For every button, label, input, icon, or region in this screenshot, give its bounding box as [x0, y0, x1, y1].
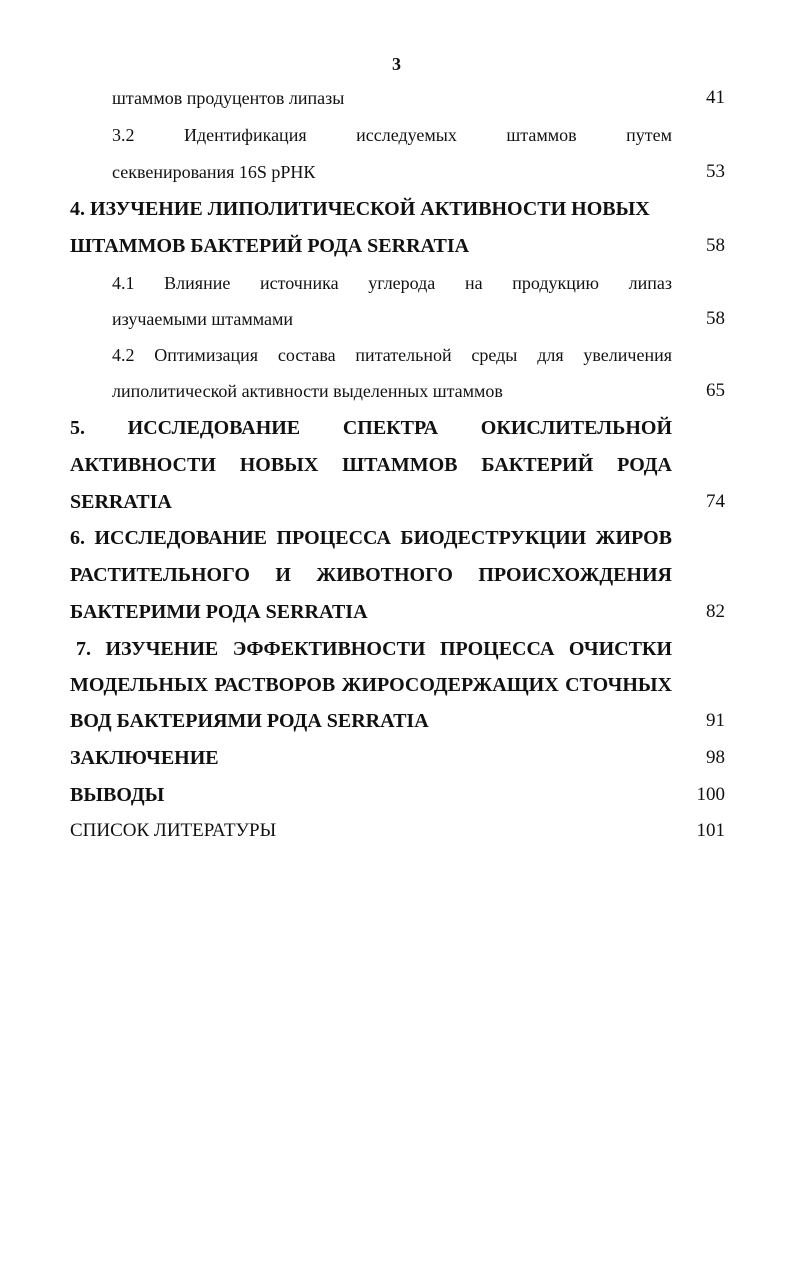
- toc-entry-4-2-line2: липолитической активности выделенных штаммов: [112, 381, 503, 401]
- toc-entry-findings: ВЫВОДЫ: [70, 784, 165, 806]
- toc-page-findings: 100: [696, 784, 725, 805]
- toc-entry-5-line1: 5. ИССЛЕДОВАНИЕ СПЕКТРА ОКИСЛИТЕЛЬНОЙ: [70, 417, 672, 439]
- toc-entry-7-line3: ВОД БАКТЕРИЯМИ РОДА SERRATIA: [70, 710, 429, 732]
- toc-entry-3-2-line2: секвенирования 16S рРНК: [112, 162, 316, 182]
- page-number: 3: [392, 54, 401, 74]
- toc-entry-3-2-line1: 3.2 Идентификация исследуемых штаммов путем: [112, 125, 672, 145]
- toc-page-6: 82: [706, 601, 725, 622]
- toc-page-5: 74: [706, 491, 725, 512]
- toc-entry-4-1-line1: 4.1 Влияние источника углерода на продукцию липаз: [112, 273, 672, 293]
- toc-page-references: 101: [696, 820, 725, 841]
- toc-entry-6-line2: РАСТИТЕЛЬНОГО И ЖИВОТНОГО ПРОИСХОЖДЕНИЯ: [70, 564, 672, 586]
- toc-page-conclusion: 98: [706, 747, 725, 768]
- toc-entry-5-line2: АКТИВНОСТИ НОВЫХ ШТАММОВ БАКТЕРИЙ РОДА: [70, 454, 672, 476]
- toc-entry-4-2-line1: 4.2 Оптимизация состава питательной среды для увеличения: [112, 345, 672, 365]
- toc-entry-references: СПИСОК ЛИТЕРАТУРЫ: [70, 820, 277, 841]
- toc-entry-7-line2: МОДЕЛЬНЫХ РАСТВОРОВ ЖИРОСОДЕРЖАЩИХ СТОЧНЫХ: [70, 674, 672, 696]
- toc-entry-6-line1: 6. ИССЛЕДОВАНИЕ ПРОЦЕССА БИОДЕСТРУКЦИИ ЖИРОВ: [70, 527, 672, 549]
- toc-entry-4-line2: ШТАММОВ БАКТЕРИЙ РОДА SERRATIA: [70, 235, 470, 257]
- toc-entry-3-1-line: штаммов продуцентов липазы: [112, 88, 345, 108]
- toc-entry-4-1-line2: изучаемыми штаммами: [112, 309, 294, 329]
- toc-page-3-1: 41: [706, 87, 725, 108]
- toc-page-4-2: 65: [706, 380, 725, 401]
- toc-page-4: 58: [706, 235, 725, 256]
- toc-entry-6-line3: БАКТЕРИМИ РОДА SERRATIA: [70, 601, 368, 623]
- toc-entry-conclusion: ЗАКЛЮЧЕНИЕ: [70, 747, 219, 769]
- toc-entry-5-line3: SERRATIA: [70, 491, 172, 513]
- toc-page-7: 91: [706, 710, 725, 731]
- toc-entry-7-line1: 7. ИЗУЧЕНИЕ ЭФФЕКТИВНОСТИ ПРОЦЕССА ОЧИСТКИ: [76, 638, 672, 660]
- toc-entry-4-line1: 4. ИЗУЧЕНИЕ ЛИПОЛИТИЧЕСКОЙ АКТИВНОСТИ НОВЫХ: [70, 198, 650, 220]
- toc-page-3-2: 53: [706, 161, 725, 182]
- toc-page-4-1: 58: [706, 308, 725, 329]
